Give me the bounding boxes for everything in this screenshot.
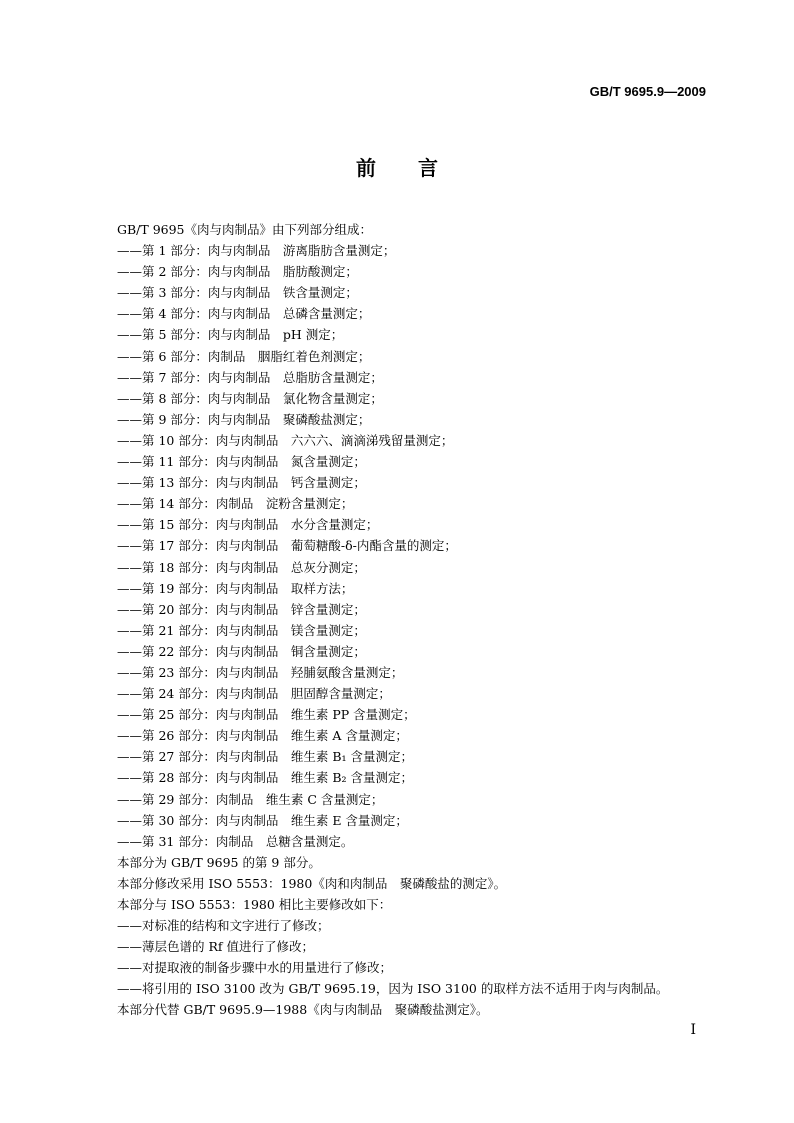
text-line: ——第 20 部分：肉与肉制品 锌含量测定； — [117, 601, 366, 617]
text-line: ——第 29 部分：肉制品 维生素 C 含量测定； — [117, 791, 384, 807]
text-line: ——第 21 部分：肉与肉制品 镁含量测定； — [117, 622, 366, 638]
text-line: ——第 2 部分：肉与肉制品 脂肪酸测定； — [117, 264, 358, 280]
page-title: 前言 — [356, 156, 480, 180]
text-line: ——第 25 部分：肉与肉制品 维生素 PP 含量测定； — [117, 707, 416, 723]
text-line: ——第 19 部分：肉与肉制品 取样方法； — [117, 580, 354, 596]
text-line: ——第 14 部分：肉制品 淀粉含量测定； — [117, 496, 354, 512]
standard-code: GB/T 9695.9—2009 — [589, 84, 706, 99]
text-line: 本部分为 GB/T 9695 的第 9 部分。 — [117, 854, 321, 870]
text-line: ——第 15 部分：肉与肉制品 水分含量测定； — [117, 517, 379, 533]
text-line: ——薄层色谱的 Rf 值进行了修改； — [117, 939, 314, 955]
text-line: ——第 9 部分：肉与肉制品 聚磷酸盐测定； — [117, 411, 371, 427]
text-line: ——第 1 部分：肉与肉制品 游离脂肪含量测定； — [117, 243, 396, 259]
text-line: ——第 17 部分：肉与肉制品 葡萄糖酸-δ-内酯含量的测定； — [117, 538, 457, 554]
text-line: 本部分与 ISO 5553：1980 相比主要修改如下： — [117, 897, 392, 912]
text-line: ——第 30 部分：肉与肉制品 维生素 E 含量测定； — [117, 812, 408, 828]
text-line: ——第 10 部分：肉与肉制品 六六六、滴滴涕残留量测定； — [117, 432, 454, 448]
text-line: ——第 4 部分：肉与肉制品 总磷含量测定； — [117, 306, 371, 322]
text-line: ——第 22 部分：肉与肉制品 铜含量测定； — [117, 643, 366, 659]
text-line: ——第 6 部分：肉制品 胭脂红着色剂测定； — [117, 348, 371, 364]
text-line: ——将引用的 ISO 3100 改为 GB/T 9695.19，因为 ISO 3100 的取样方法不适用于肉与肉制品。 — [117, 981, 669, 997]
text-line: ——第 26 部分：肉与肉制品 维生素 A 含量测定； — [117, 728, 408, 744]
text-line: ——第 7 部分：肉与肉制品 总脂肪含量测定； — [117, 369, 383, 385]
text-line: ——第 3 部分：肉与肉制品 铁含量测定； — [117, 285, 358, 301]
text-line: GB/T 9695《肉与肉制品》由下列部分组成： — [117, 222, 373, 237]
text-line: ——第 28 部分：肉与肉制品 维生素 B₂ 含量测定； — [117, 770, 413, 786]
foreword-body — [117, 219, 717, 1021]
text-line: ——第 31 部分：肉制品 总糖含量测定。 — [117, 833, 354, 849]
text-line: ——第 24 部分：肉与肉制品 胆固醇含量测定； — [117, 686, 391, 702]
text-line: ——第 8 部分：肉与肉制品 氯化物含量测定； — [117, 390, 383, 406]
page-number: I — [690, 1022, 696, 1038]
text-line: ——第 27 部分：肉与肉制品 维生素 B₁ 含量测定； — [117, 749, 413, 765]
text-line: ——第 11 部分：肉与肉制品 氮含量测定； — [117, 454, 366, 470]
text-line: 本部分代替 GB/T 9695.9—1988《肉与肉制品 聚磷酸盐测定》。 — [117, 1002, 489, 1018]
text-line: ——对提取液的制备步骤中水的用量进行了修改； — [117, 960, 393, 976]
text-line: ——第 13 部分：肉与肉制品 钙含量测定； — [117, 475, 366, 491]
text-line: ——第 23 部分：肉与肉制品 羟脯氨酸含量测定； — [117, 664, 404, 680]
text-line: ——第 5 部分：肉与肉制品 pH 测定； — [117, 327, 344, 343]
text-line: ——对标准的结构和文字进行了修改； — [117, 918, 330, 934]
text-line: 本部分修改采用 ISO 5553：1980《肉和肉制品 聚磷酸盐的测定》。 — [117, 875, 507, 891]
text-line: ——第 18 部分：肉与肉制品 总灰分测定； — [117, 559, 366, 575]
